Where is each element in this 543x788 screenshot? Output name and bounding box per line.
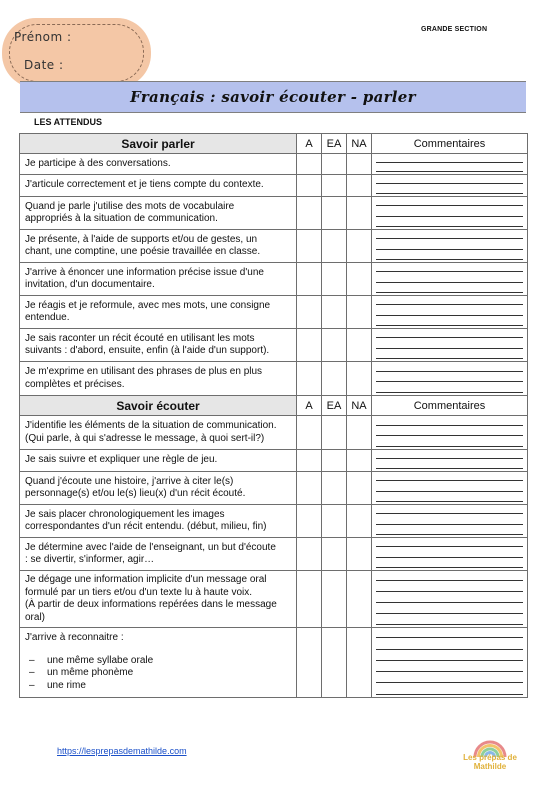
comment-line[interactable] — [376, 358, 523, 359]
table-row — [20, 197, 528, 230]
logo — [455, 733, 525, 779]
table-row — [20, 263, 528, 296]
comment-line[interactable] — [376, 171, 523, 172]
competency-line: Je sais placer chronologiquement les images — [25, 508, 225, 520]
competency-line: suivants : d'abord, ensuite, enfin (à l'aide d'un support). — [25, 345, 270, 356]
rating-cell-a[interactable] — [297, 230, 322, 263]
comment-line[interactable] — [376, 501, 523, 502]
competency-line: J'arrive à énoncer une information précise issue d'une — [25, 266, 264, 278]
competency-text — [20, 450, 297, 472]
comment-line[interactable] — [376, 524, 523, 525]
competency-line: (Qui parle, à qui s'adresse le message, à quoi sert-il?) — [25, 432, 265, 444]
rating-cell-a[interactable] — [297, 154, 322, 175]
competency-line: correspondantes d'un récit entendu. (début, milieu, fin) — [25, 521, 267, 532]
table-row — [20, 450, 528, 472]
comment-line[interactable] — [376, 671, 523, 672]
column-a-header: A — [297, 134, 322, 154]
rating-cell-na[interactable] — [347, 472, 372, 505]
comment-cell[interactable] — [372, 538, 528, 571]
prenom-label[interactable]: Prénom : — [14, 30, 72, 44]
comment-line[interactable] — [376, 567, 523, 568]
comment-line[interactable] — [376, 216, 523, 217]
comment-line[interactable] — [376, 425, 523, 426]
comment-line[interactable] — [376, 371, 523, 372]
comment-line[interactable] — [376, 660, 523, 661]
rating-cell-na[interactable] — [347, 505, 372, 538]
rating-cell-na[interactable] — [347, 416, 372, 450]
table-row — [20, 628, 528, 698]
section-title: Savoir écouter — [20, 396, 297, 416]
comment-line[interactable] — [376, 162, 523, 163]
competency-line: J'articule correctement et je tiens compte du contexte. — [25, 179, 264, 191]
comment-cell[interactable] — [372, 296, 528, 329]
comment-line[interactable] — [376, 292, 523, 293]
competency-line: Je présente, à l'aide de supports et/ou de gestes, un — [25, 233, 258, 245]
competency-line: Je détermine avec l'aide de l'enseignant, un but d'écoute — [25, 541, 276, 553]
competency-text — [20, 628, 297, 698]
rating-cell-a[interactable] — [297, 296, 322, 329]
comment-line[interactable] — [376, 392, 523, 393]
rating-cell-ea[interactable] — [322, 416, 347, 450]
competency-text — [20, 538, 297, 571]
comment-line[interactable] — [376, 325, 523, 326]
date-label[interactable]: Date : — [24, 58, 64, 72]
rating-cell-a[interactable] — [297, 175, 322, 197]
comment-line[interactable] — [376, 193, 523, 194]
rating-cell-na[interactable] — [347, 362, 372, 396]
comment-line[interactable] — [376, 468, 523, 469]
comment-cell[interactable] — [372, 197, 528, 230]
rating-cell-na[interactable] — [347, 329, 372, 362]
comment-line[interactable] — [376, 637, 523, 638]
table-row — [20, 154, 528, 175]
rating-cell-na[interactable] — [347, 628, 372, 698]
comment-line[interactable] — [376, 613, 523, 614]
rating-cell-a[interactable] — [297, 472, 322, 505]
comment-line[interactable] — [376, 480, 523, 481]
competency-text — [20, 296, 297, 329]
rating-cell-ea[interactable] — [322, 175, 347, 197]
rating-cell-a[interactable] — [297, 329, 322, 362]
comment-line[interactable] — [376, 304, 523, 305]
comment-line[interactable] — [376, 580, 523, 581]
rating-cell-a[interactable] — [297, 416, 322, 450]
competency-text — [20, 505, 297, 538]
competency-text — [20, 571, 297, 628]
rating-cell-ea[interactable] — [322, 472, 347, 505]
rating-cell-a[interactable] — [297, 628, 322, 698]
rating-cell-na[interactable] — [347, 197, 372, 230]
rating-cell-a[interactable] — [297, 197, 322, 230]
rating-cell-ea[interactable] — [322, 450, 347, 472]
rating-cell-na[interactable] — [347, 571, 372, 628]
comment-line[interactable] — [376, 491, 523, 492]
competency-line: invitation, d'un documentaire. — [25, 279, 155, 290]
competency-line: complètes et précises. — [25, 378, 125, 390]
grade-label: GRANDE SECTION — [421, 26, 488, 33]
competency-line: Je dégage une information implicite d'un message oral — [25, 574, 267, 585]
rating-cell-ea[interactable] — [322, 230, 347, 263]
page-title: Français : savoir écouter - parler — [20, 81, 526, 113]
column-na-header: NA — [347, 134, 372, 154]
comment-line[interactable] — [376, 602, 523, 603]
rating-cell-a[interactable] — [297, 505, 322, 538]
name-date-box — [2, 18, 151, 88]
comment-cell[interactable] — [372, 628, 528, 698]
comment-line[interactable] — [376, 315, 523, 316]
comment-line[interactable] — [376, 348, 523, 349]
list-item: – une rime — [25, 680, 291, 693]
rating-cell-na[interactable] — [347, 175, 372, 197]
comment-line[interactable] — [376, 513, 523, 514]
rating-cell-na[interactable] — [347, 296, 372, 329]
rating-cell-ea[interactable] — [322, 362, 347, 396]
competency-line: Je m'exprime en utilisant des phrases de plus en plus — [25, 366, 263, 377]
rating-cell-a[interactable] — [297, 450, 322, 472]
comment-cell[interactable] — [372, 175, 528, 197]
competency-line: Quand j'écoute une histoire, j'arrive à citer le(s) — [25, 475, 234, 487]
comment-cell[interactable] — [372, 263, 528, 296]
competency-text — [20, 263, 297, 296]
table-row — [20, 472, 528, 505]
rating-cell-ea[interactable] — [322, 296, 347, 329]
rating-cell-na[interactable] — [347, 230, 372, 263]
subtitle: LES ATTENDUS — [34, 117, 103, 127]
comment-line[interactable] — [376, 624, 523, 625]
rating-cell-na[interactable] — [347, 450, 372, 472]
comment-line[interactable] — [376, 557, 523, 558]
section-header-row — [20, 134, 528, 154]
comment-line[interactable] — [376, 446, 523, 447]
competency-text — [20, 197, 297, 230]
comment-line[interactable] — [376, 259, 523, 260]
competency-text — [20, 175, 297, 197]
competency-line: J'identifie les éléments de la situation de communication. — [25, 420, 277, 431]
section-header-row — [20, 396, 528, 416]
website-link[interactable]: https://lesprepasdemathilde.com — [57, 746, 187, 756]
logo-text: Les prépas de Mathilde — [463, 753, 517, 771]
rating-cell-a[interactable] — [297, 571, 322, 628]
rating-cell-na[interactable] — [347, 154, 372, 175]
competency-text — [20, 329, 297, 362]
table-row — [20, 296, 528, 329]
column-comments-header: Commentaires — [372, 396, 528, 416]
rating-cell-ea[interactable] — [322, 263, 347, 296]
rating-cell-ea[interactable] — [322, 505, 347, 538]
competency-line: chant, une comptine, une poésie travaillée en classe. — [25, 246, 261, 257]
competency-text — [20, 472, 297, 505]
comment-cell[interactable] — [372, 362, 528, 396]
comment-cell[interactable] — [372, 329, 528, 362]
competency-line: formulé par un tiers et/ou d'un texte lu à haute voix. — [25, 586, 253, 598]
table-row — [20, 571, 528, 628]
table-row — [20, 175, 528, 197]
competency-line: Je sais raconter un récit écouté en utilisant les mots — [25, 332, 255, 344]
competency-text — [20, 362, 297, 396]
table-row — [20, 416, 528, 450]
competency-line: : se divertir, s'informer, agir… — [25, 554, 155, 565]
comment-line[interactable] — [376, 435, 523, 436]
competency-line: Je réagis et je reformule, avec mes mots, une consigne — [25, 299, 271, 311]
comment-cell[interactable] — [372, 416, 528, 450]
competency-text — [20, 230, 297, 263]
comment-line[interactable] — [376, 546, 523, 547]
comment-cell[interactable] — [372, 230, 528, 263]
comment-line[interactable] — [376, 249, 523, 250]
table-row — [20, 505, 528, 538]
competency-line: oral) — [25, 611, 46, 623]
comment-cell[interactable] — [372, 450, 528, 472]
rating-cell-ea[interactable] — [322, 329, 347, 362]
comment-line[interactable] — [376, 381, 523, 382]
list-item: – un même phonème — [25, 667, 291, 680]
comment-line[interactable] — [376, 591, 523, 592]
comment-line[interactable] — [376, 694, 523, 695]
comment-line[interactable] — [376, 649, 523, 650]
column-ea-header: EA — [322, 396, 347, 416]
comment-line[interactable] — [376, 238, 523, 239]
rating-cell-a[interactable] — [297, 263, 322, 296]
column-comments-header: Commentaires — [372, 134, 528, 154]
comment-cell[interactable] — [372, 505, 528, 538]
competency-line: (À partir de deux informations repérées dans le message — [25, 599, 277, 610]
rating-cell-ea[interactable] — [322, 154, 347, 175]
table-row — [20, 362, 528, 396]
rating-cell-a[interactable] — [297, 362, 322, 396]
comment-line[interactable] — [376, 337, 523, 338]
comment-cell[interactable] — [372, 571, 528, 628]
comment-line[interactable] — [376, 682, 523, 683]
rating-cell-ea[interactable] — [322, 628, 347, 698]
comment-line[interactable] — [376, 183, 523, 184]
comment-line[interactable] — [376, 282, 523, 283]
comment-line[interactable] — [376, 458, 523, 459]
competency-line: personnage(s) et/ou le(s) lieu(x) d'un récit écouté. — [25, 488, 246, 499]
column-a-header: A — [297, 396, 322, 416]
competency-text — [20, 154, 297, 175]
evaluation-table — [19, 133, 528, 698]
comment-line[interactable] — [376, 534, 523, 535]
competency-line: Je sais suivre et expliquer une règle de jeu. — [25, 454, 218, 466]
competency-line: Quand je parle j'utilise des mots de vocabulaire — [25, 200, 235, 212]
rating-cell-ea[interactable] — [322, 538, 347, 571]
bullet-list — [25, 655, 291, 693]
competency-line: entendue. — [25, 312, 70, 323]
comment-line[interactable] — [376, 271, 523, 272]
rating-cell-a[interactable] — [297, 538, 322, 571]
competency-line: Je participe à des conversations. — [25, 157, 171, 169]
rating-cell-ea[interactable] — [322, 197, 347, 230]
table-row — [20, 230, 528, 263]
list-item: – une même syllabe orale — [25, 655, 291, 668]
competency-line: appropriés à la situation de communication. — [25, 213, 218, 224]
section-title: Savoir parler — [20, 134, 297, 154]
column-na-header: NA — [347, 396, 372, 416]
rating-cell-na[interactable] — [347, 263, 372, 296]
table-row — [20, 329, 528, 362]
competency-line: J'arrive à reconnaitre : — [25, 632, 124, 643]
comment-cell[interactable] — [372, 154, 528, 175]
comment-cell[interactable] — [372, 472, 528, 505]
comment-line[interactable] — [376, 226, 523, 227]
rating-cell-ea[interactable] — [322, 571, 347, 628]
comment-line[interactable] — [376, 205, 523, 206]
column-ea-header: EA — [322, 134, 347, 154]
rating-cell-na[interactable] — [347, 538, 372, 571]
table-row — [20, 538, 528, 571]
competency-text — [20, 416, 297, 450]
